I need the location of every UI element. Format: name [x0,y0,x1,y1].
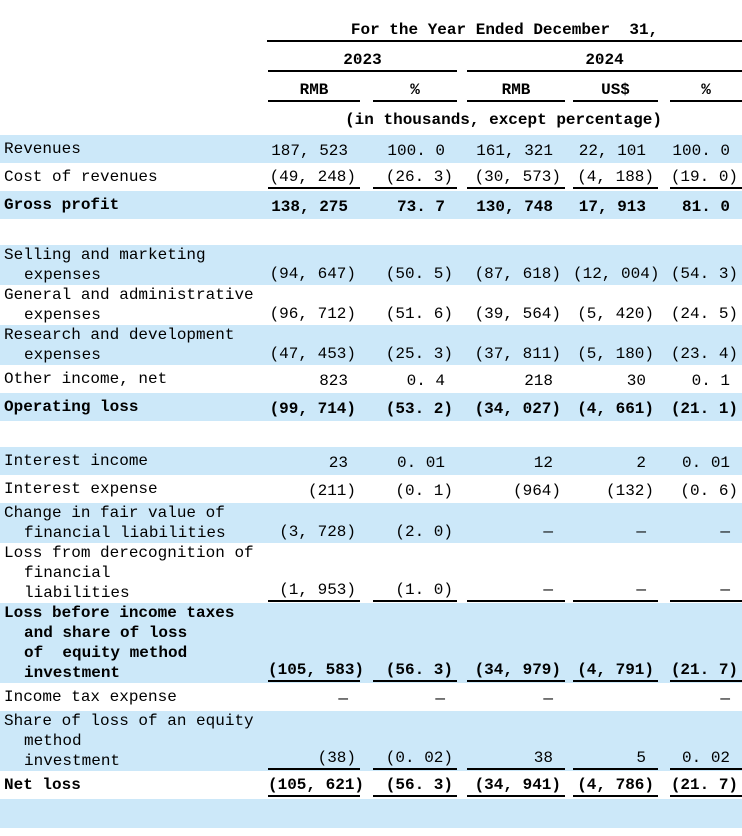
value-cell [658,285,742,325]
value-cell [265,285,360,325]
bottom-stripe [0,799,742,828]
cell-value: (39, 564) [474,305,561,323]
cell-value: 0. 02 [682,749,731,767]
value-cell [565,191,658,219]
table-row [0,135,742,163]
col-header-usd-2024-cell [565,72,658,102]
value-cell [265,245,360,285]
year-group-row [0,42,742,72]
value-cell [658,475,742,503]
value-cell [265,603,365,683]
cell-value: 23 [328,454,348,472]
value-cell [658,447,742,475]
value-cell [265,191,360,219]
value-cell [457,365,565,393]
cell-value: (4, 791) [577,661,654,679]
cell-value: (26. 3) [385,168,453,186]
value-cell [265,393,360,421]
row-label-line: financial liabilities [24,524,226,542]
value-cell [360,325,457,365]
value-cell [360,365,457,393]
value-cell [658,135,742,163]
cell-value: 5 [636,749,646,767]
row-label-line: Other income, net [4,370,168,388]
table-row [0,245,742,285]
value-cell [457,191,565,219]
table-row [0,393,742,421]
row-label-cell [0,603,265,683]
value-cell [658,365,742,393]
table-row [0,711,742,771]
value-cell [565,447,658,475]
table-row [0,163,742,191]
value-cell [565,365,658,393]
cell-value: (105, 621) [268,776,365,794]
cell-value: (38) [317,749,356,767]
units-note: (in thousands, except percentage) [345,111,662,129]
row-label-line: Operating loss [4,398,139,416]
row-label-line: financial [24,564,111,582]
value-cell [565,711,658,771]
cell-value: 2 [636,454,646,472]
cell-value: 12 [533,454,553,472]
value-cell [457,543,565,603]
cell-value: (3, 728) [279,523,356,541]
value-cell [565,543,658,603]
row-label-line: Loss before income taxes [4,604,235,622]
cell-value: (19. 0) [670,168,739,186]
col-header-rmb-2024: RMB [467,80,565,102]
row-label-line: Research and development [4,326,235,344]
row-label-cell [0,711,265,771]
cell-value: 81. 0 [682,198,731,216]
value-cell [565,325,658,365]
value-cell [658,503,742,543]
cell-value: (96, 712) [269,305,356,323]
value-cell [457,135,565,163]
cell-value: 17, 913 [578,198,646,216]
row-label-cell [0,393,265,421]
cell-value: — [720,690,731,708]
col-header-pct-2024: % [670,80,742,102]
cell-value: 30 [626,372,646,390]
value-cell [457,503,565,543]
bottom-stripe-row [0,799,742,828]
cell-value: (56. 3) [385,661,453,679]
col-header-usd-2024: US$ [573,80,658,102]
period-title-row [0,6,742,42]
cell-value: (5, 420) [577,305,654,323]
cell-value: — [338,690,348,708]
cell-value: (21. 1) [670,400,739,418]
value-cell [265,683,360,711]
row-label-line: Loss from derecognition of [4,544,254,562]
value-cell [565,393,658,421]
value-cell [265,325,360,365]
cell-value: — [720,523,731,541]
value-cell [360,683,457,711]
value-cell [360,285,457,325]
cell-value: (24. 5) [670,305,739,323]
cell-value: (34, 941) [474,776,561,794]
cell-value: (99, 714) [269,400,356,418]
row-label-line: method [24,732,82,750]
col-header-rmb-2023: RMB [268,80,360,102]
table-row [0,543,742,603]
value-cell [360,711,457,771]
value-cell [265,771,365,799]
row-label-cell [0,163,265,191]
year-2023-header: 2023 [268,50,457,72]
value-cell [565,771,658,799]
value-cell [457,771,565,799]
year-2024-cell [457,42,742,72]
table-row [0,683,742,711]
row-label-line: Revenues [4,140,81,158]
period-title-cell [265,6,742,42]
value-cell [565,285,658,325]
value-cell [658,191,742,219]
col-header-rmb-2024-cell [457,72,565,102]
cell-value: (34, 027) [474,400,561,418]
row-label-line: Selling and marketing [4,246,206,264]
cell-value: — [543,690,553,708]
cell-value: 823 [319,372,348,390]
value-cell [457,711,565,771]
value-cell [360,191,457,219]
value-cell [265,365,360,393]
value-cell [265,543,360,603]
value-cell [658,603,742,683]
table-row [0,503,742,543]
table-row [0,475,742,503]
value-cell [658,771,742,799]
value-cell [265,475,360,503]
cell-value: 100. 0 [672,142,731,160]
spacer-row [0,421,742,447]
row-label-line: of equity method [24,644,188,662]
value-cell [457,683,565,711]
cell-value: (211) [307,482,356,500]
row-label-cell [0,503,265,543]
cell-value: (5, 180) [577,345,654,363]
spacer [0,421,742,447]
value-cell [565,683,658,711]
income-statement-table [0,6,742,828]
row-label-line: Change in fair value of [4,504,225,522]
value-cell [658,393,742,421]
cell-value: 130, 748 [476,198,553,216]
value-cell [658,163,742,191]
value-cell [360,447,457,475]
value-cell [658,325,742,365]
value-cell [565,135,658,163]
cell-value: (50. 5) [385,265,453,283]
value-cell [565,163,658,191]
cell-value: 0. 1 [691,372,731,390]
table-row [0,191,742,219]
cell-value: (37, 811) [474,345,561,363]
cell-value: (1, 953) [279,581,356,599]
header-spacer-cell [0,72,265,102]
value-cell [658,543,742,603]
cell-value: (4, 786) [577,776,654,794]
row-label-cell [0,543,265,603]
cell-value: 22, 101 [578,142,646,160]
cell-value: (132) [605,482,654,500]
cell-value: (51. 6) [385,305,453,323]
cell-value: (23. 4) [670,345,739,363]
value-cell [457,393,565,421]
cell-value: — [435,690,445,708]
row-label-line: expenses [24,306,101,324]
cell-value: (105, 583) [268,661,365,679]
cell-value: (87, 618) [474,265,561,283]
cell-value: 0. 4 [406,372,445,390]
table-row [0,447,742,475]
header-spacer-cell [0,102,265,135]
cell-value: 0. 01 [396,454,445,472]
year-2024-header: 2024 [467,50,742,72]
cell-value: — [720,581,731,599]
row-label-line: expenses [24,266,101,284]
row-label-line: Cost of revenues [4,168,158,186]
cell-value: (12, 004) [573,265,660,283]
cell-value: (54. 3) [670,265,739,283]
row-label-cell [0,325,265,365]
cell-value: — [543,581,553,599]
value-cell [360,503,457,543]
cell-value: (0. 6) [680,482,739,500]
table-row [0,603,742,683]
value-cell [457,163,565,191]
cell-value: (0. 02) [385,749,453,767]
value-cell [265,447,360,475]
table-row [0,365,742,393]
cell-value: (4, 661) [577,400,654,418]
row-label-line: Gross profit [4,196,120,214]
table-row [0,285,742,325]
row-label-cell [0,191,265,219]
cell-value: (34, 979) [474,661,561,679]
cell-value: (94, 647) [269,265,356,283]
cell-value: 161, 321 [476,142,553,160]
period-title: For the Year Ended December 31, [267,20,742,42]
value-cell [565,503,658,543]
value-cell [360,393,457,421]
row-label-line: Interest expense [4,480,158,498]
row-label-line: and share of loss [24,624,188,642]
cell-value: (0. 1) [395,482,453,500]
units-note-row [0,102,742,135]
cell-value: (1. 0) [395,581,453,599]
table-row [0,771,742,799]
cell-value: — [543,523,553,541]
row-label-line: Share of loss of an equity [4,712,254,730]
value-cell [360,245,457,285]
row-label-cell [0,475,265,503]
value-cell [457,245,565,285]
value-cell [360,475,457,503]
spacer-row [0,219,742,245]
col-header-rmb-2023-cell [265,72,360,102]
value-cell [360,603,457,683]
cell-value: (4, 188) [577,168,654,186]
table-body [0,135,742,828]
value-cell [565,245,658,285]
row-label-line: liabilities [24,584,130,602]
cell-value: 138, 275 [271,198,348,216]
row-label-cell [0,365,265,393]
table-header [0,6,742,135]
value-cell [265,135,360,163]
cell-value: (2. 0) [395,523,453,541]
cell-value: 73. 7 [396,198,445,216]
row-label-cell [0,135,265,163]
cell-value: (21. 7) [670,661,739,679]
value-cell [565,475,658,503]
cell-value: (25. 3) [385,345,453,363]
value-cell [265,711,360,771]
value-cell [565,603,658,683]
cell-value: 0. 01 [682,454,731,472]
cell-value: (53. 2) [385,400,453,418]
value-cell [457,285,565,325]
value-cell [658,711,742,771]
row-label-cell [0,771,265,799]
cell-value: (56. 3) [385,776,453,794]
header-spacer-cell [0,6,265,42]
row-label-line: Net loss [4,776,81,794]
value-cell [457,447,565,475]
row-label-line: expenses [24,346,101,364]
row-label-line: investment [24,752,121,770]
value-cell [457,475,565,503]
cell-value: (21. 7) [670,776,739,794]
value-cell [360,163,457,191]
col-header-pct-2023: % [373,80,457,102]
row-label-line: Income tax expense [4,688,177,706]
value-cell [265,503,360,543]
row-label-line: investment [24,664,121,682]
row-label-line: Interest income [4,452,149,470]
row-label-cell [0,285,265,325]
cell-value: (964) [512,482,561,500]
row-label-cell [0,245,265,285]
table-row [0,325,742,365]
value-cell [360,135,457,163]
cell-value: 187, 523 [271,142,348,160]
cell-value: — [636,523,646,541]
header-spacer-cell [0,42,265,72]
col-header-pct-2023-cell [360,72,457,102]
value-cell [360,543,457,603]
value-cell [658,245,742,285]
cell-value: (49, 248) [269,168,356,186]
row-label-line: General and administrative [4,286,254,304]
value-cell [658,683,742,711]
value-cell [457,603,565,683]
year-2023-cell [265,42,457,72]
col-header-pct-2024-cell [658,72,742,102]
cell-value: (30, 573) [474,168,561,186]
cell-value: 100. 0 [387,142,445,160]
row-label-cell [0,683,265,711]
value-cell [360,771,457,799]
row-label-cell [0,447,265,475]
column-header-row [0,72,742,102]
cell-value: 38 [533,749,553,767]
cell-value: — [636,581,646,599]
spacer [0,219,742,245]
value-cell [265,163,360,191]
cell-value: 218 [524,372,553,390]
cell-value: (47, 453) [269,345,356,363]
value-cell [457,325,565,365]
